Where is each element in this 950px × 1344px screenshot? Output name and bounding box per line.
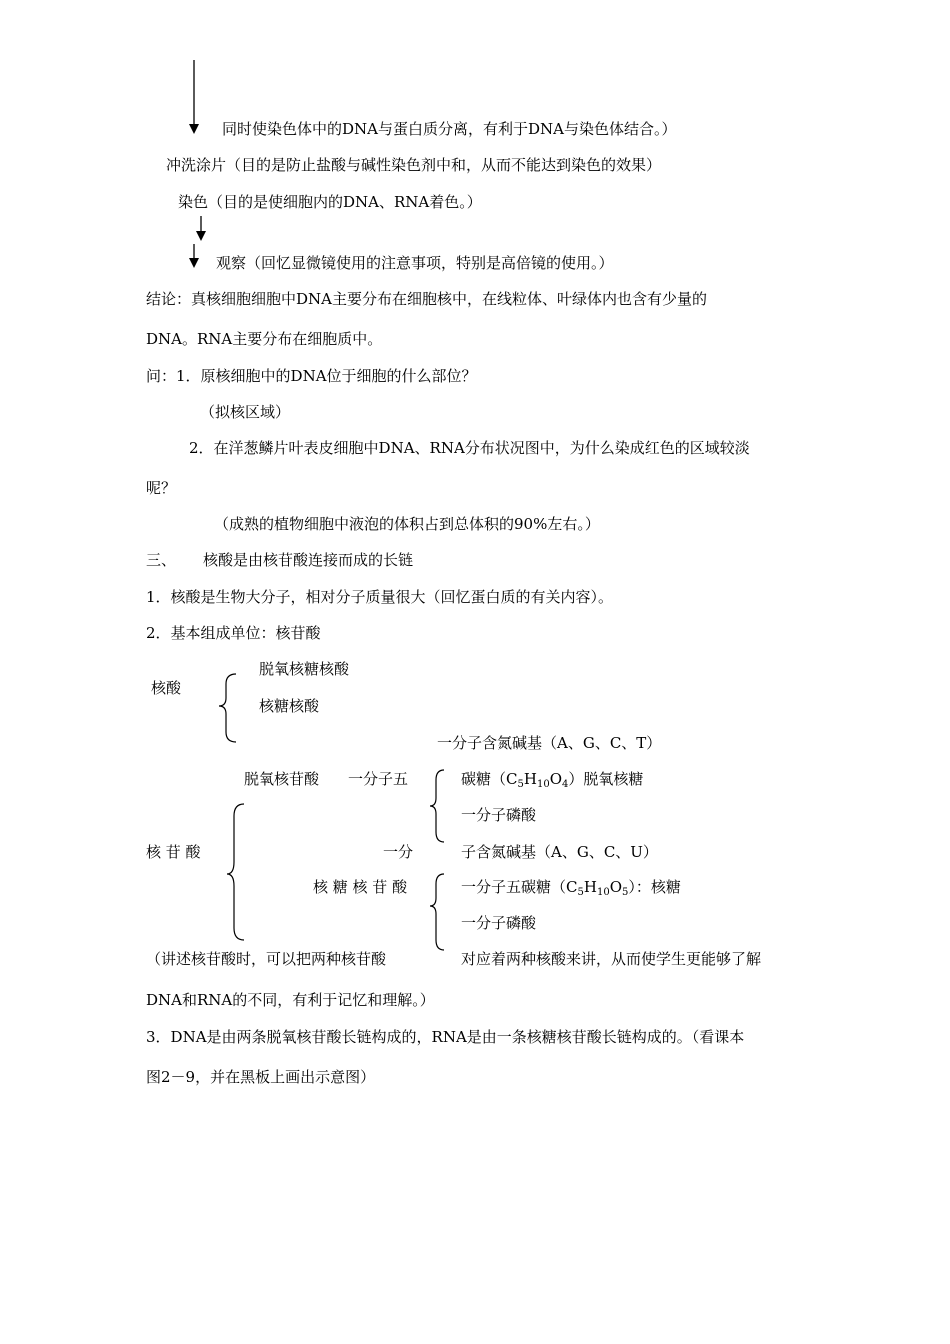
nucleic-acid-branch-ribo: 核糖核酸 <box>259 697 320 715</box>
question-2-line-1: 2．在洋葱鳞片叶表皮细胞中DNA、RNA分布状况图中，为什么染成红色的区域较淡 <box>189 439 750 457</box>
flow-rinse-step: 冲洗涂片（目的是防止盐酸与碱性染色剂中和，从而不能达到染色的效果） <box>166 156 662 174</box>
flow-arrow-2 <box>196 216 206 241</box>
conclusion-line-2: DNA。RNA主要分布在细胞质中。 <box>146 330 383 348</box>
answer-1: （拟核区域） <box>200 403 291 421</box>
flow-stain-step: 染色（目的是使细胞内的DNA、RNA着色。） <box>178 193 482 211</box>
nucleic-acid-branch-deoxy: 脱氧核糖核酸 <box>259 660 350 678</box>
ribo-nucleotide-label: 核 糖 核 苷 酸 <box>313 878 408 896</box>
flow-arrow-1 <box>189 60 199 134</box>
teaching-note-line-2: DNA和RNA的不同，有利于记忆和理解。） <box>146 991 435 1009</box>
question-2-line-2: 呢？ <box>146 479 177 497</box>
deoxy-nucleotide-label: 脱氧核苷酸 <box>244 770 320 788</box>
flow-observe-step: 观察（回忆显微镜使用的注意事项，特别是高倍镜的使用。） <box>216 254 614 272</box>
teaching-note-left: （讲述核苷酸时，可以把两种核苷酸 <box>146 950 387 968</box>
nucleic-acid-brace <box>219 674 236 742</box>
section-3-heading: 核酸是由核苷酸连接而成的长链 <box>203 551 414 569</box>
ribo-brace <box>430 874 444 950</box>
deoxy-sugar: 碳糖$(C_5H_{10}O_4)$脱氧核糖 <box>461 770 644 790</box>
section-3-point-2: 2．基本组成单位：核苷酸 <box>146 624 321 642</box>
conclusion-line-1: 结论：真核细胞细胞中DNA主要分布在细胞核中，在线粒体、叶绿体内也含有少量的 <box>146 290 707 308</box>
deoxy-phosphate: 一分子磷酸 <box>461 806 537 824</box>
nucleic-acid-root: 核酸 <box>151 679 182 697</box>
nucleotide-root: 核 苷 酸 <box>146 843 201 861</box>
section-3-point-3-line-2: 图2－9，并在黑板上画出示意图） <box>146 1068 376 1086</box>
section-3-point-1: 1．核酸是生物大分子，相对分子质量很大（回忆蛋白质的有关内容）。 <box>146 588 614 606</box>
deoxy-brace <box>430 770 444 842</box>
flow-arrow-3 <box>189 244 199 268</box>
flow-separation-note: 同时使染色体中的DNA与蛋白质分离，有利于DNA与染色体结合。） <box>222 120 677 138</box>
ribo-prefix: 一分 <box>383 843 414 861</box>
ribo-phosphate: 一分子磷酸 <box>461 914 537 932</box>
teaching-note-right: 对应着两种核酸来讲，从而使学生更能够了解 <box>461 950 762 968</box>
section-3-point-3-line-1: 3．DNA是由两条脱氧核苷酸长链构成的，RNA是由一条核糖核苷酸长链构成的。（看课本 <box>146 1028 745 1046</box>
nucleotide-brace <box>227 804 244 940</box>
ribo-sugar: 一分子五碳糖$(C_5H_{10}O_5)$：核糖 <box>461 878 681 898</box>
deoxy-prefix: 一分子五 <box>348 770 409 788</box>
ribo-base: 子含氮碱基（A、G、C、U） <box>461 843 658 861</box>
deoxy-base: 一分子含氮碱基（A、G、C、T） <box>437 734 662 752</box>
section-3-number: 三、 <box>146 551 177 569</box>
answer-2: （成熟的植物细胞中液泡的体积占到总体积的90%左右。） <box>214 515 600 533</box>
question-1: 问：1．原核细胞中的DNA位于细胞的什么部位？ <box>146 367 477 385</box>
